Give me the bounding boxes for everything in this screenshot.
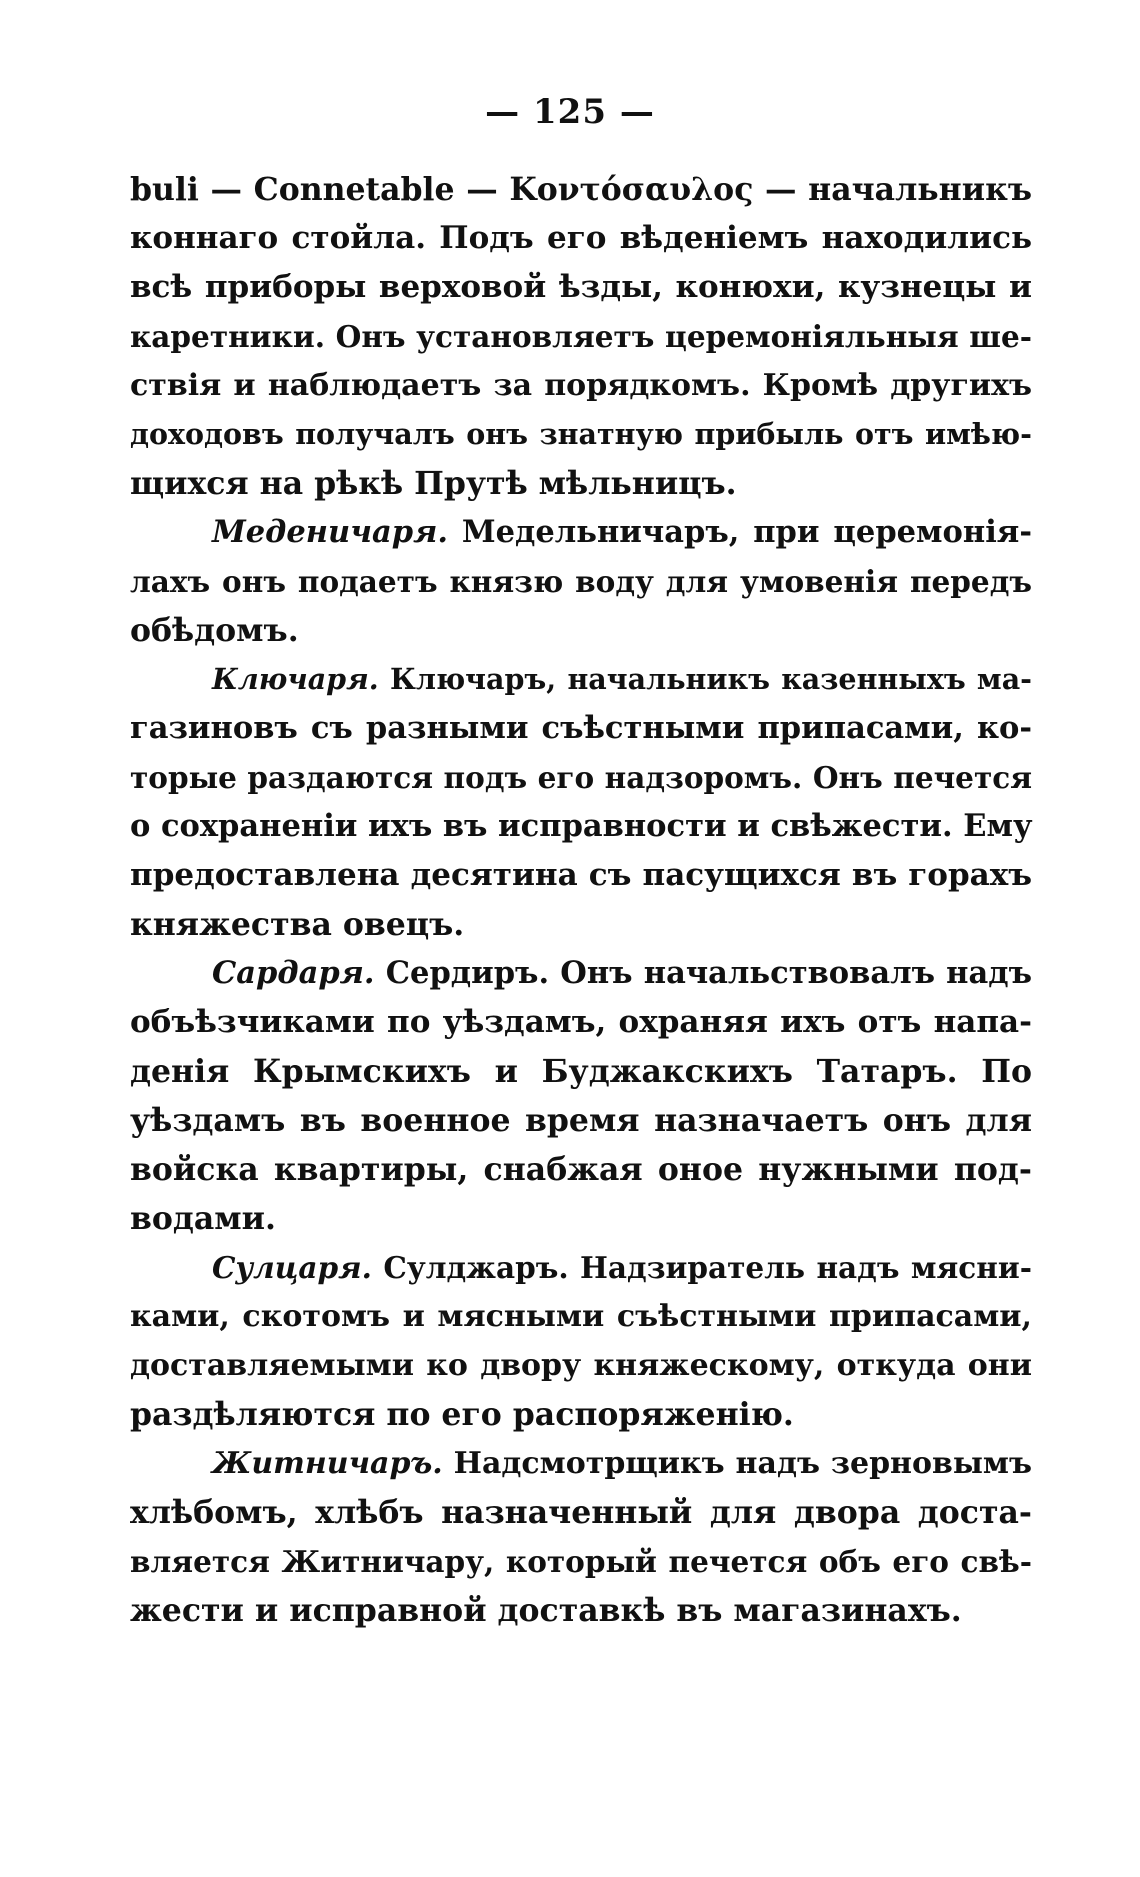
- term-heading: Сардаря.: [212, 955, 375, 991]
- paragraph-first-line: [130, 655, 1032, 704]
- text-line: каретники. Онъ установляетъ церемоніяльныя ше-: [130, 319, 1032, 354]
- paragraph-zhitnichar: [130, 1439, 1032, 1635]
- term-heading: Ключаря.: [212, 662, 379, 696]
- text-line: хлѣбомъ, хлѣбъ назначенный для двора доста-: [130, 1494, 1032, 1531]
- text-line: уѣздамъ въ военное время назначаетъ онъ для: [130, 1102, 1032, 1139]
- text-line: доставляемыми ко двору княжескому, откуда они: [130, 1348, 1032, 1383]
- text-run: Медельничаръ, при церемонія-: [461, 514, 1032, 550]
- paragraph-first-line: [130, 508, 1032, 557]
- paragraph-first-line: [130, 949, 1032, 998]
- text-line: раздѣляются по его распоряженію.: [130, 1396, 794, 1433]
- paragraph-klyuchar: [130, 655, 1032, 949]
- paragraph-medenichar: [130, 508, 1032, 655]
- text-line: щихся на рѣкѣ Прутѣ мѣльницъ.: [130, 465, 737, 502]
- text-line: жести и исправной доставкѣ въ магазинахъ.: [130, 1592, 962, 1629]
- text-run: Сердиръ. Онъ начальствовалъ надъ: [385, 955, 1032, 991]
- text-line: ками, скотомъ и мясными съѣстными припасами,: [130, 1299, 1032, 1334]
- paragraph-first-line: [130, 1439, 1032, 1488]
- text-line: коннаго стойла. Подъ его вѣденіемъ находились: [130, 220, 1032, 256]
- text-line: вляется Житничару, который печется объ его свѣ-: [130, 1544, 1032, 1579]
- paragraph-first-line: [130, 1243, 1032, 1292]
- text-line: княжества овецъ.: [130, 906, 465, 943]
- text-line: водами.: [130, 1200, 276, 1237]
- text-line: всѣ приборы верховой ѣзды, конюхи, кузнецы и: [130, 269, 1032, 305]
- text-line: о сохраненіи ихъ въ исправности и свѣжести. Ему: [130, 808, 1033, 844]
- text-line: предоставлена десятина съ пасущихся въ горахъ: [130, 857, 1032, 893]
- text-line: денія Крымскихъ и Буджакскихъ Татаръ. По: [130, 1053, 1032, 1090]
- page-number: — 125 —: [485, 92, 655, 132]
- text-line: ствія и наблюдаетъ за порядкомъ. Кромѣ другихъ: [130, 368, 1032, 403]
- text-line: войска квартиры, снабжая оное нужными под-: [130, 1151, 1032, 1188]
- text-run: Сулджаръ. Надзиратель надъ мясни-: [383, 1250, 1032, 1285]
- term-heading: Сулцаря.: [212, 1250, 372, 1285]
- body-text: [130, 165, 1032, 1635]
- text-run: Надсмотрщикъ надъ зерновымъ: [453, 1446, 1033, 1481]
- term-heading: Житничаръ.: [212, 1446, 443, 1481]
- text-line: обѣдомъ.: [130, 612, 299, 649]
- text-line: доходовъ получалъ онъ знатную прибыль отъ имѣю-: [130, 417, 1032, 451]
- text-run: Ключаръ, начальникъ казенныхъ ма-: [389, 662, 1032, 696]
- text-line: торые раздаются подъ его надзоромъ. Онъ печется: [130, 760, 1032, 795]
- text-line: buli — Connetable — Κοντόσαυλος — начальникъ: [130, 171, 1032, 208]
- term-heading: Меденичаря.: [212, 514, 448, 550]
- text-line: газиновъ съ разными съѣстными припасами, ко-: [130, 710, 1032, 746]
- paragraph-serdar: [130, 949, 1032, 1243]
- paragraph-konyushiy: [130, 165, 1032, 508]
- text-line: лахъ онъ подаетъ князю воду для умовенія передъ: [130, 564, 1032, 599]
- paragraph-suldzhar: [130, 1243, 1032, 1439]
- text-line: объѣзчиками по уѣздамъ, охраняя ихъ отъ напа-: [130, 1004, 1032, 1040]
